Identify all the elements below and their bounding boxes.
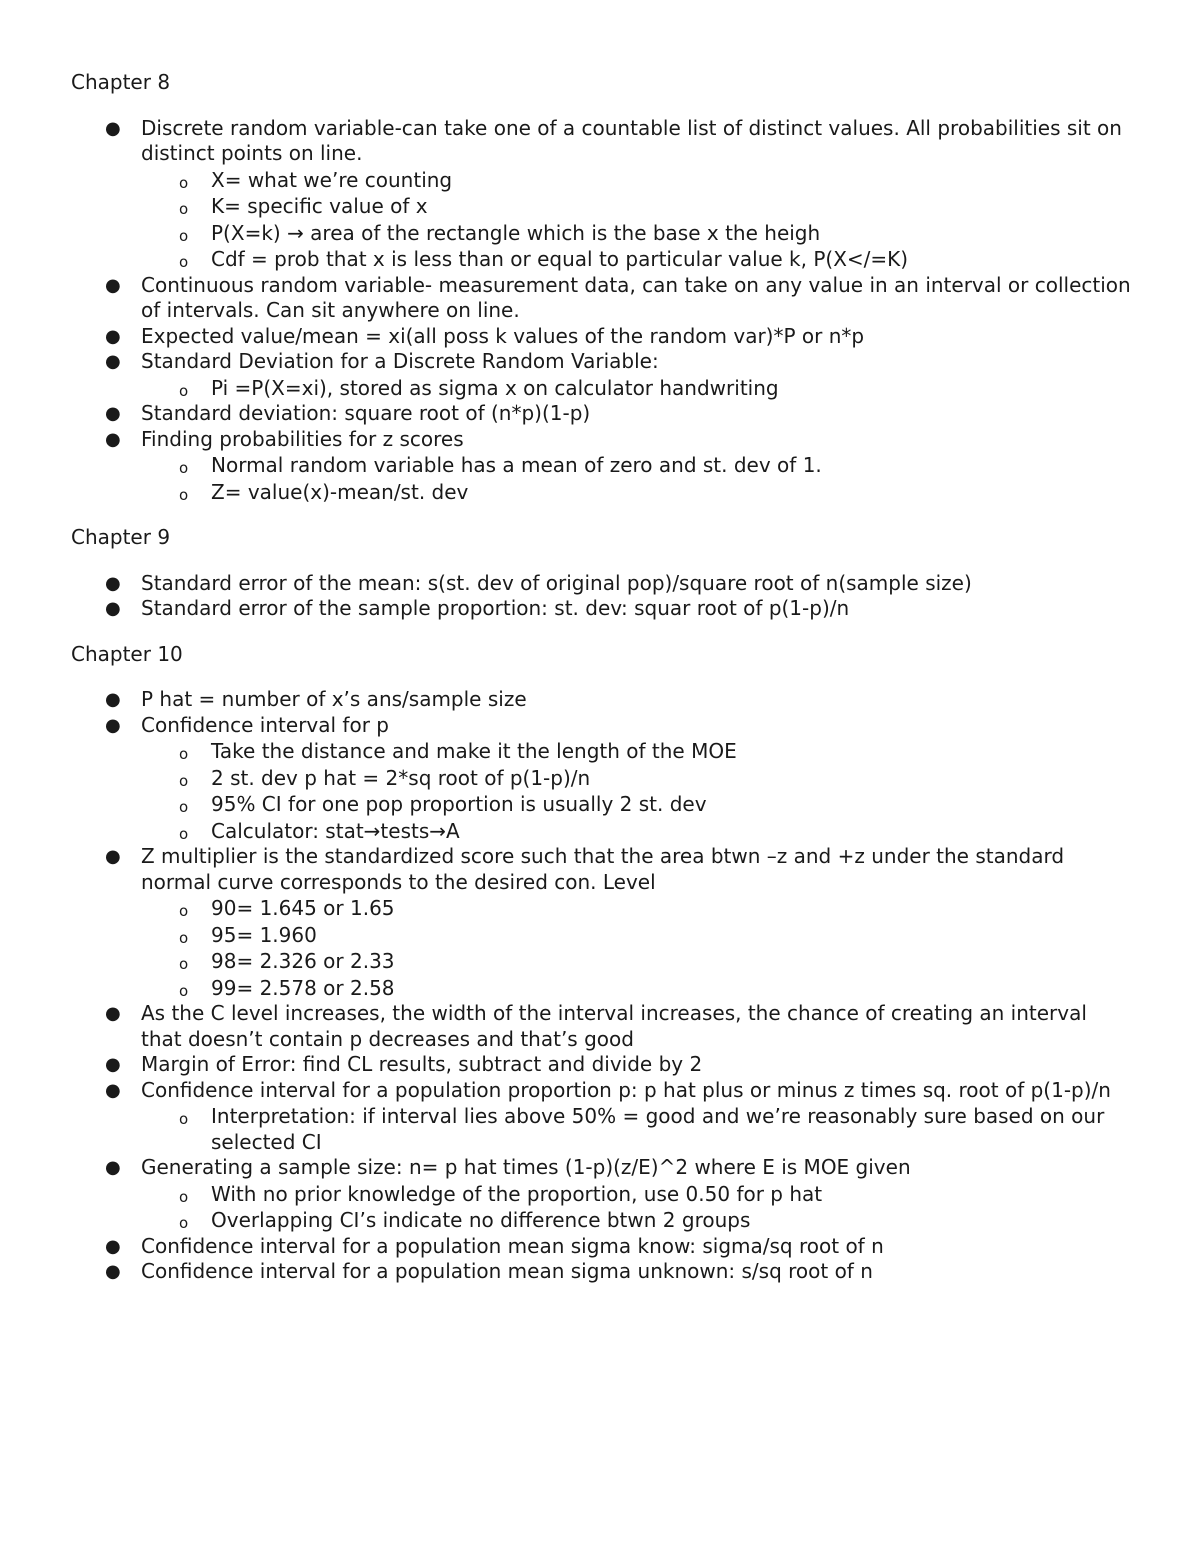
bullet-circle-icon: o (179, 981, 189, 1000)
sub-list-item (141, 168, 1131, 194)
sub-list-item-text: 95= 1.960 (211, 922, 317, 947)
bullet-circle-icon: o (179, 1187, 189, 1206)
sub-list-item-text: Pi =P(X=xi), stored as sigma x on calculator handwriting (211, 375, 779, 400)
bullet-dot-icon: ● (105, 1157, 121, 1178)
list-item-text: Discrete random variable-can take one of a countable list of distinct values. All probabilities sit on distinct points on line. (141, 115, 1122, 165)
sub-list-item (141, 1104, 1131, 1155)
bullet-list (71, 687, 1131, 1285)
list-item (71, 844, 1131, 1001)
section-chapter-8 (71, 70, 1131, 505)
sub-list-item-text: X= what we’re counting (211, 167, 453, 192)
list-item-text: Confidence interval for p (141, 712, 389, 737)
list-item (71, 571, 1131, 597)
sub-list-item-text: Take the distance and make it the length of the MOE (211, 739, 737, 763)
bullet-circle-icon: o (179, 1214, 189, 1232)
bullet-circle-icon: o (179, 253, 189, 271)
sub-list-item-text: 2 st. dev p hat = 2*sq root of p(1-p)/n (211, 765, 591, 790)
list-item-text: Standard deviation: square root of (n*p)(1-p) (141, 401, 591, 425)
section-chapter-10 (71, 642, 1131, 1285)
list-item-text: As the C level increases, the width of the interval increases, the chance of creating an interval that doesn’t contain p decreases and that’s good (141, 1001, 1087, 1051)
bullet-dot-icon: ● (105, 117, 121, 139)
sub-bullet-list (141, 896, 1131, 1001)
bullet-circle-icon: o (179, 1110, 189, 1128)
sub-list-item-text: Interpretation: if interval lies above 50% = good and we’re reasonably sure based on our selected CI (211, 1104, 1105, 1154)
sub-bullet-list (141, 453, 1131, 505)
bullet-circle-icon: o (179, 928, 189, 947)
list-item (71, 1259, 1131, 1285)
sub-list-item-text: Overlapping CI’s indicate no difference btwn 2 groups (211, 1208, 751, 1232)
sub-list-item (141, 376, 1131, 402)
list-item (71, 324, 1131, 350)
list-item-text: Generating a sample size: n= p hat times (1-p)(z/E)^2 where E is MOE given (141, 1155, 911, 1179)
sub-bullet-list (141, 168, 1131, 273)
list-item-text: Continuous random variable- measurement data, can take on any value in an interval or collection of intervals. Can sit anywhere on line. (141, 272, 1131, 322)
bullet-circle-icon: o (179, 173, 189, 192)
chapter-heading: Chapter 8 (71, 70, 171, 94)
bullet-dot-icon: ● (105, 714, 121, 736)
sub-list-item (141, 976, 1131, 1002)
bullet-dot-icon: ● (105, 846, 121, 867)
bullet-dot-icon: ● (105, 689, 121, 710)
sub-list-item (141, 453, 1131, 479)
list-item (71, 401, 1131, 427)
list-item-text: Expected value/mean = xi(all poss k values of the random var)*P or n*p (141, 323, 865, 348)
sub-list-item-text: Z= value(x)-mean/st. dev (211, 479, 469, 504)
list-item (71, 713, 1131, 845)
sub-list-item (141, 1208, 1131, 1234)
list-item (71, 349, 1131, 401)
sub-list-item (141, 819, 1131, 845)
sub-list-item (141, 896, 1131, 922)
chapter-heading: Chapter 10 (71, 641, 183, 666)
sub-list-item (141, 1182, 1131, 1208)
bullet-dot-icon: ● (105, 572, 121, 594)
list-item-text: Confidence interval for a population mean sigma unknown: s/sq root of n (141, 1259, 873, 1283)
sub-list-item (141, 221, 1131, 247)
sub-bullet-list (141, 1104, 1131, 1155)
list-item-text: Margin of Error: find CL results, subtract and divide by 2 (141, 1052, 703, 1076)
list-item (71, 687, 1131, 713)
bullet-circle-icon: o (179, 226, 189, 245)
sub-bullet-list (141, 739, 1131, 844)
list-item-text: Finding probabilities for z scores (141, 426, 464, 451)
list-item-text: P hat = number of x’s ans/sample size (141, 687, 527, 711)
bullet-circle-icon: o (179, 824, 189, 843)
sub-list-item-text: Cdf = prob that x is less than or equal to particular value k, P(X</=K) (211, 247, 909, 271)
sub-list-item (141, 766, 1131, 792)
bullet-circle-icon: o (179, 200, 189, 218)
list-item-text: Standard error of the sample proportion: st. dev: squar root of p(1-p)/n (141, 596, 850, 620)
bullet-list (71, 571, 1131, 622)
list-item (71, 1155, 1131, 1234)
sub-list-item-text: P(X=k) → area of the rectangle which is the base x the heigh (211, 220, 821, 245)
bullet-circle-icon: o (179, 485, 189, 504)
list-item (71, 1052, 1131, 1078)
sub-list-item (141, 949, 1131, 975)
bullet-circle-icon: o (179, 955, 189, 973)
list-item (71, 273, 1131, 324)
bullet-circle-icon: o (179, 771, 189, 790)
sub-list-item-text: 90= 1.645 or 1.65 (211, 896, 395, 920)
bullet-dot-icon: ● (105, 351, 121, 372)
sub-list-item (141, 247, 1131, 273)
list-item (71, 1234, 1131, 1260)
chapter-heading: Chapter 9 (71, 525, 171, 549)
bullet-circle-icon: o (179, 798, 189, 816)
list-item-text: Confidence interval for a population proportion p: p hat plus or minus z times sq. root of p(1-p)/n (141, 1077, 1111, 1102)
sub-list-item-text: Normal random variable has a mean of zero and st. dev of 1. (211, 453, 822, 477)
sub-list-item-text: 95% CI for one pop proportion is usually 2 st. dev (211, 792, 707, 816)
sub-bullet-list (141, 1182, 1131, 1234)
list-item (71, 427, 1131, 506)
list-item-text: Confidence interval for a population mean sigma know: sigma/sq root of n (141, 1233, 884, 1258)
sub-list-item (141, 739, 1131, 765)
bullet-dot-icon: ● (105, 403, 121, 424)
list-item (71, 596, 1131, 622)
sub-list-item-text: Calculator: stat→tests→A (211, 818, 460, 843)
list-item-text: Z multiplier is the standardized score such that the area btwn –z and +z under the standard normal curve corresponds to the desired con. Level (141, 844, 1065, 894)
bullet-circle-icon: o (179, 381, 189, 400)
document-page (71, 70, 1131, 1305)
bullet-dot-icon: ● (105, 1235, 121, 1257)
list-item (71, 1001, 1131, 1052)
bullet-dot-icon: ● (105, 1003, 121, 1024)
list-item (71, 1078, 1131, 1156)
bullet-list (71, 116, 1131, 506)
bullet-dot-icon: ● (105, 274, 121, 296)
bullet-dot-icon: ● (105, 1261, 121, 1282)
sub-list-item (141, 480, 1131, 506)
bullet-dot-icon: ● (105, 598, 121, 619)
bullet-dot-icon: ● (105, 1079, 121, 1101)
sub-list-item (141, 923, 1131, 949)
list-item-text: Standard error of the mean: s(st. dev of original pop)/square root of n(sample size) (141, 570, 972, 595)
sub-bullet-list (141, 376, 1131, 402)
section-chapter-9 (71, 525, 1131, 622)
bullet-circle-icon: o (179, 902, 189, 920)
sub-list-item-text: 98= 2.326 or 2.33 (211, 949, 395, 973)
bullet-circle-icon: o (179, 745, 189, 763)
sub-list-item (141, 194, 1131, 220)
sub-list-item-text: K= specific value of x (211, 194, 428, 218)
sub-list-item-text: 99= 2.578 or 2.58 (211, 975, 395, 1000)
bullet-circle-icon: o (179, 459, 189, 477)
bullet-dot-icon: ● (105, 1054, 121, 1075)
bullet-dot-icon: ● (105, 428, 121, 450)
list-item (71, 116, 1131, 273)
sub-list-item-text: With no prior knowledge of the proportion, use 0.50 for p hat (211, 1181, 823, 1206)
sub-list-item (141, 792, 1131, 818)
bullet-dot-icon: ● (105, 325, 121, 347)
list-item-text: Standard Deviation for a Discrete Random Variable: (141, 349, 659, 373)
